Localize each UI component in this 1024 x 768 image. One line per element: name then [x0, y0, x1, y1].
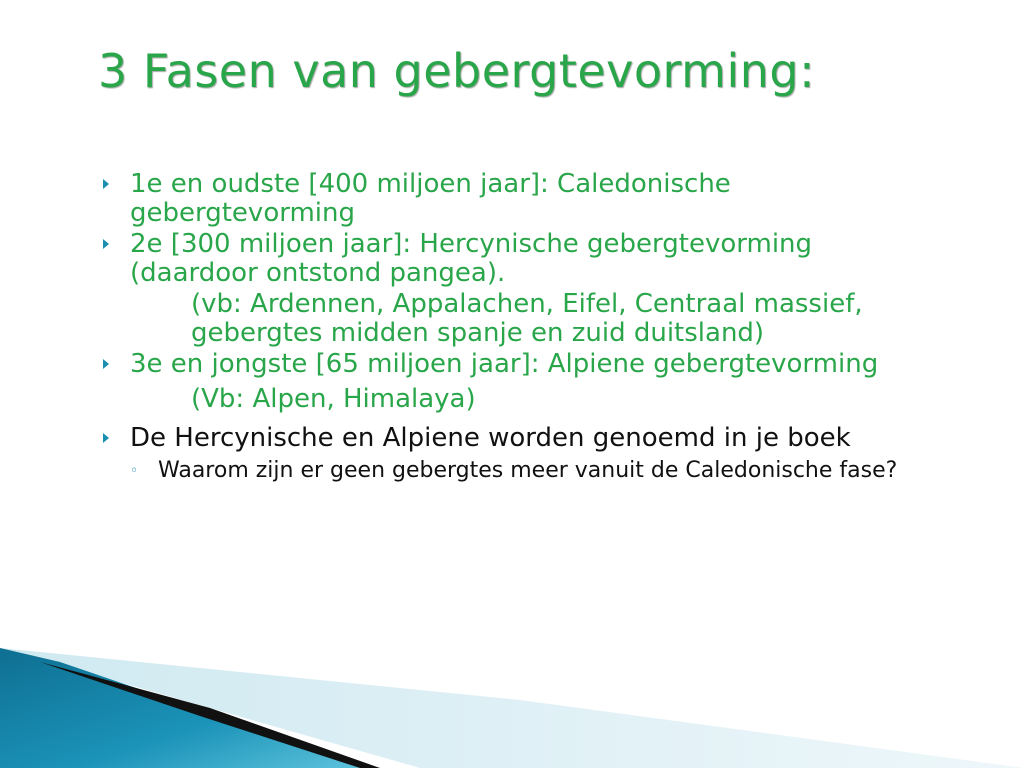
- bullet-text: 1e en oudste [400 miljoen jaar]: Caledonische gebergtevorming: [130, 169, 731, 228]
- bullet-text: De Hercynische en Alpiene worden genoemd in je boek: [130, 423, 851, 453]
- ring-bullet-icon: ◦: [130, 463, 139, 479]
- example-alpien: (Vb: Alpen, Himalaya): [191, 384, 476, 414]
- example-hercynisch: (vb: Ardennen, Appalachen, Eifel, Centraal massief, gebergtes midden spanje en zuid duitsland): [191, 289, 863, 348]
- sub-bullet-text: Waarom zijn er geen gebergtes meer vanuit de Caledonische fase?: [158, 458, 898, 483]
- bullet-text: 2e [300 miljoen jaar]: Hercynische gebergtevorming (daardoor ontstond pangea).: [130, 229, 813, 288]
- slide-title: 3 Fasen van gebergtevorming:: [98, 44, 816, 98]
- bullet-text: 3e en jongste [65 miljoen jaar]: Alpiene gebergtevorming: [130, 349, 879, 379]
